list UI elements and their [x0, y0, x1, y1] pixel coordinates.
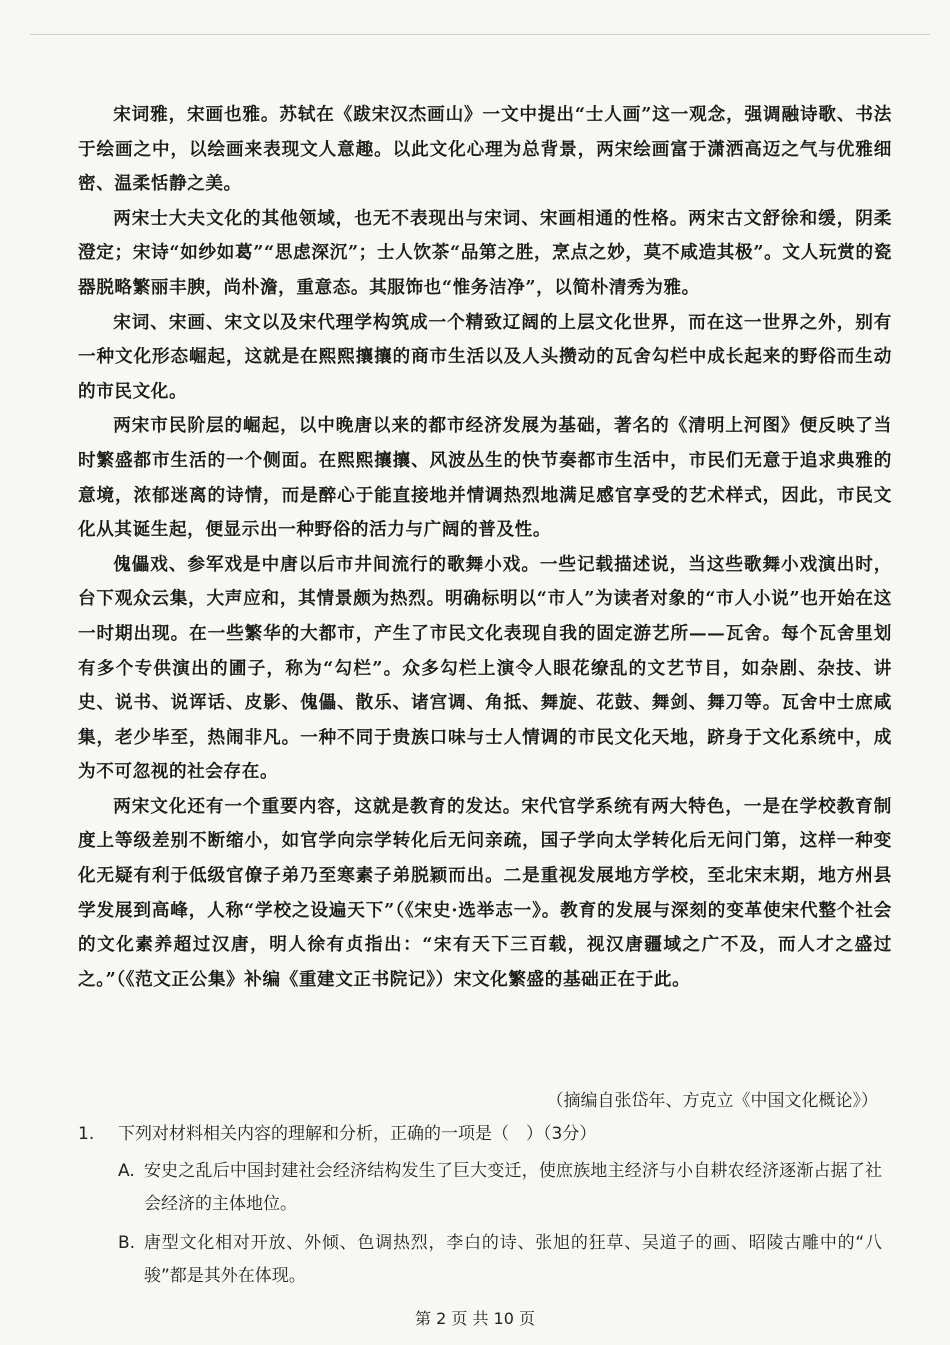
- option-letter: B.: [118, 1233, 136, 1253]
- paragraph: 两宋士大夫文化的其他领域，也无不表现出与宋词、宋画相通的性格。两宋古文舒徐和缓，阴柔澄定；宋诗“如纱如葛”“思虑深沉”；士人饮茶“品第之胜，烹点之妙，莫不咸造其极”。文人玩赏的瓷器脱略繁丽丰腴，尚朴澹，重意态。其服饰也“惟务洁净”，以简朴清秀为雅。: [78, 207, 892, 298]
- question-text: 下列对材料相关内容的理解和分析，正确的一项是（ ）（3分）: [118, 1124, 597, 1144]
- question-number: 1.: [78, 1124, 95, 1144]
- paragraph: 傀儡戏、参军戏是中唐以后市井间流行的歌舞小戏。一些记载描述说，当这些歌舞小戏演出时，台下观众云集，大声应和，其情景颇为热烈。明确标明以“市人”为读者对象的“市人小说”也开始在这一时期出现。在一些繁华的大都市，产生了市民文化表现自我的固定游艺所——瓦舍。每个瓦舍里划有多个专供演出的圃子，称为“勾栏”。众多勾栏上演令人眼花缭乱的文艺节目，如杂剧、杂技、讲史、说书、说诨话、皮影、傀儡、散乐、诸宫调、角抵、舞旋、花鼓、舞剑、舞刀等。瓦舍中士庶咸集，老少毕至，热闹非凡。一种不同于贵族口味与士人情调的市民文化天地，跻身于文化系统中，成为不可忽视的社会存在。: [78, 553, 892, 783]
- page-footer: 第 2 页 共 10 页: [415, 1309, 535, 1328]
- option-letter: A.: [118, 1161, 135, 1181]
- article-body: [78, 98, 892, 997]
- paragraph: 宋词、宋画、宋文以及宋代理学构筑成一个精致辽阔的上层文化世界，而在这一世界之外，别有一种文化形态崛起，这就是在熙熙攘攘的商市生活以及人头攒动的瓦舍勾栏中成长起来的野俗而生动的市民文化。: [78, 311, 892, 402]
- option-a: [118, 1155, 898, 1221]
- option-b: [118, 1227, 898, 1293]
- question-1: [78, 1119, 898, 1293]
- top-rule: [30, 34, 930, 35]
- paragraph: 两宋文化还有一个重要内容，这就是教育的发达。宋代官学系统有两大特色，一是在学校教育制度上等级差别不断缩小，如官学向宗学转化后无问亲疏，国子学向太学转化后无问门第，这样一种变化无疑有利于低级官僚子弟乃至寒素子弟脱颖而出。二是重视发展地方学校，至北宋末期，地方州县学发展到高峰，人称“学校之设遍天下”（《宋史·选举志一》。教育的发展与深刻的变革使宋代整个社会的文化素养超过汉唐，明人徐有贞指出：“宋有天下三百载，视汉唐疆域之广不及，而人才之盛过之。”（《范文正公集》补编《重建文正书院记》）宋文化繁盛的基础正在于此。: [78, 795, 892, 990]
- question-stem: [78, 1119, 898, 1149]
- paragraph: 两宋市民阶层的崛起，以中晚唐以来的都市经济发展为基础，著名的《清明上河图》便反映了当时繁盛都市生活的一个侧面。在熙熙攘攘、风波丛生的快节奏都市生活中，市民们无意于追求典雅的意境，浓郁迷离的诗情，而是醉心于能直接地并情调热烈地满足感官享受的艺术样式，因此，市民文化从其诞生起，便显示出一种野俗的活力与广阔的普及性。: [78, 415, 892, 541]
- paragraph: 宋词雅，宋画也雅。苏轼在《跋宋汉杰画山》一文中提出“士人画”这一观念，强调融诗歌、书法于绘画之中，以绘画来表现文人意趣。以此文化心理为总背景，两宋绘画富于潇洒高迈之气与优雅细密、温柔恬静之美。: [78, 104, 892, 195]
- source-citation: （摘编自张岱年、方克立《中国文化概论》）: [546, 1091, 878, 1111]
- option-text: 唐型文化相对开放、外倾、色调热烈，李白的诗、张旭的狂草、吴道子的画、昭陵古雕中的“八骏”都是其外在体现。: [144, 1233, 882, 1286]
- option-text: 安史之乱后中国封建社会经济结构发生了巨大变迁，使庶族地主经济与小自耕农经济逐渐占据了社会经济的主体地位。: [144, 1161, 882, 1214]
